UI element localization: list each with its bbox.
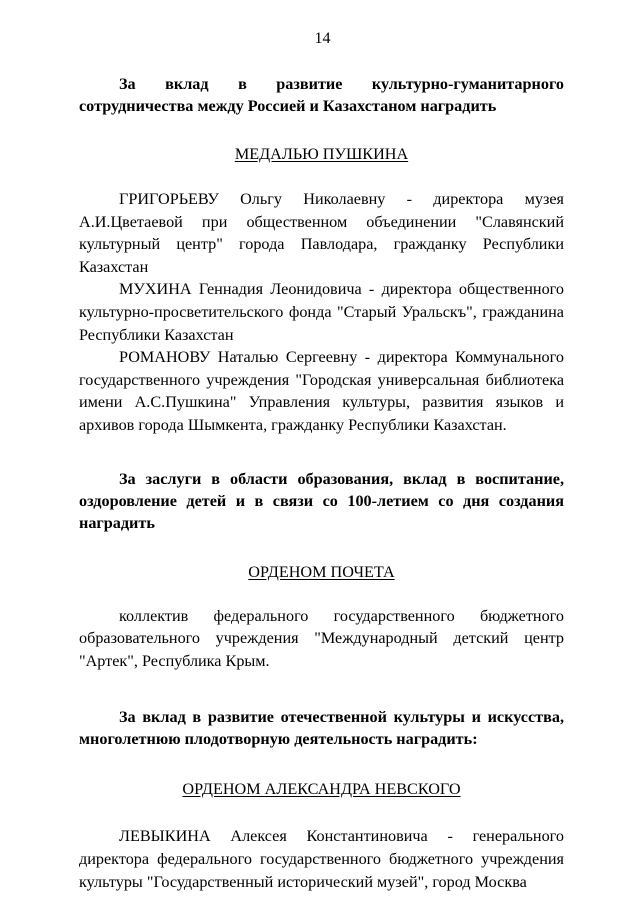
awardee-entry: РОМАНОВУ Наталью Сергеевну - директора Коммунального государственного учреждения "Городская универсальная библиотека имени А.С.Пушкина" Управления культуры, развития языков и архивов города Шымкента, гражданку Республики Казахстан. bbox=[79, 348, 564, 434]
award-title bbox=[79, 561, 564, 583]
decree-section-order-of-alexander-nevsky bbox=[79, 706, 564, 893]
award-title-text: ОРДЕНОМ ПОЧЕТА bbox=[248, 562, 395, 581]
awardee-entry: ГРИГОРЬЕВУ Ольгу Николаевну - директора музея А.И.Цветаевой при общественном объединении "Славянский культурный центр" города Павлодара, гражданку Республики Казахстан bbox=[79, 190, 564, 276]
award-title-text: ОРДЕНОМ АЛЕКСАНДРА НЕВСКОГО bbox=[182, 780, 461, 799]
section-heading: За заслуги в области образования, вклад в воспитание, оздоровление детей и в связи со 100-летием со дня создания наградить bbox=[79, 469, 564, 532]
decree-section-order-of-honour bbox=[79, 468, 564, 673]
award-title bbox=[79, 143, 564, 165]
award-title bbox=[79, 778, 564, 800]
award-title-text: МЕДАЛЬЮ ПУШКИНА bbox=[234, 145, 409, 163]
section-heading: За вклад в развитие отечественной культуры и искусства, многолетнюю плодотворную деятельность наградить: bbox=[79, 708, 564, 749]
decree-section-pushkin-medal bbox=[79, 73, 564, 437]
awardee-entry: МУХИНА Геннадия Леонидовича - директора общественного культурно-просветительского фонда "Старый Уральскъ", гражданина Республики Казахстан bbox=[79, 280, 564, 344]
awardee-entry: коллектив федерального государственного бюджетного образовательного учреждения "Международный детский центр "Артек", Республика Крым. bbox=[79, 606, 564, 670]
page-number: 14 bbox=[314, 30, 331, 47]
section-heading: За вклад в развитие культурно-гуманитарного сотрудничества между Россией и Казахстаном наградить bbox=[79, 75, 564, 115]
awardee-entry: ЛЕВЫКИНА Алексея Константиновича - генерального директора федерального государственного бюджетного учреждения культуры "Государственный исторический музей", город Москва bbox=[79, 827, 564, 891]
